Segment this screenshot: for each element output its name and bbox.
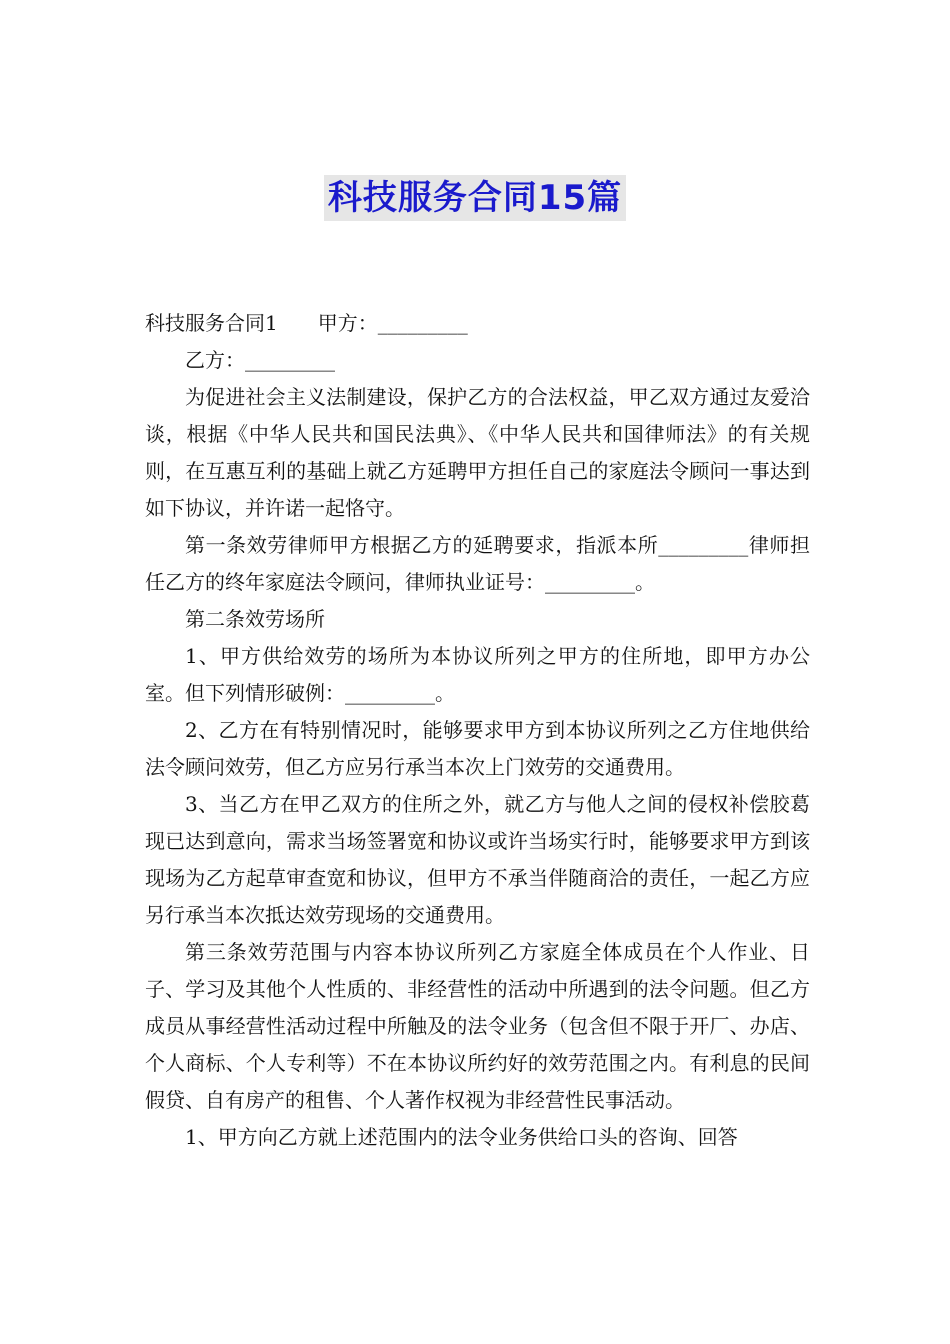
paragraph-article-3-item-1: 1、甲方向乙方就上述范围内的法令业务供给口头的咨询、回答 — [185, 1125, 738, 1149]
contract-heading-line: 科技服务合同1 甲方：_________ — [145, 311, 468, 335]
paragraph-article-2-item-1: 1、甲方供给效劳的场所为本协议所列之甲方的住所地，即甲方办公室。但下列情形破例：_________。 — [145, 644, 810, 705]
paragraph-preamble: 为促进社会主义法制建设，保护乙方的合法权益，甲乙双方通过友爱洽谈，根据《中华人民共和国民法典》、《中华人民共和国律师法》的有关规则，在互惠互利的基础上就乙方延聘甲方担任自己的家庭法令顾问一事达到如下协议，并许诺一起恪守。 — [145, 385, 810, 520]
paragraph-article-1: 第一条效劳律师甲方根据乙方的延聘要求，指派本所_________律师担任乙方的终年家庭法令顾问，律师执业证号：_________。 — [145, 533, 810, 594]
document-title: 科技服务合同15篇 — [324, 175, 626, 221]
party-b-line: 乙方：_________ — [185, 348, 335, 372]
paragraph-article-2-item-2: 2、乙方在有特别情况时，能够要求甲方到本协议所列之乙方住地供给法令顾问效劳，但乙方应另行承当本次上门效劳的交通费用。 — [145, 718, 810, 779]
document-body — [145, 305, 810, 1156]
paragraph-article-2-item-3: 3、当乙方在甲乙双方的住所之外，就乙方与他人之间的侵权补偿胶葛现已达到意向，需求当场签署宽和协议或许当场实行时，能够要求甲方到该现场为乙方起草审查宽和协议，但甲方不承当伴随商洽的责任，一起乙方应另行承当本次抵达效劳现场的交通费用。 — [145, 792, 810, 927]
paragraph-article-3: 第三条效劳范围与内容本协议所列乙方家庭全体成员在个人作业、日子、学习及其他个人性质的、非经营性的活动中所遇到的法令问题。但乙方成员从事经营性活动过程中所触及的法令业务（包含但不限于开厂、办店、个人商标、个人专利等）不在本协议所约好的效劳范围之内。有利息的民间假贷、自有房产的租售、个人著作权视为非经营性民事活动。 — [145, 940, 810, 1112]
paragraph-article-2-heading: 第二条效劳场所 — [185, 607, 325, 631]
document-title-wrap — [0, 175, 950, 221]
